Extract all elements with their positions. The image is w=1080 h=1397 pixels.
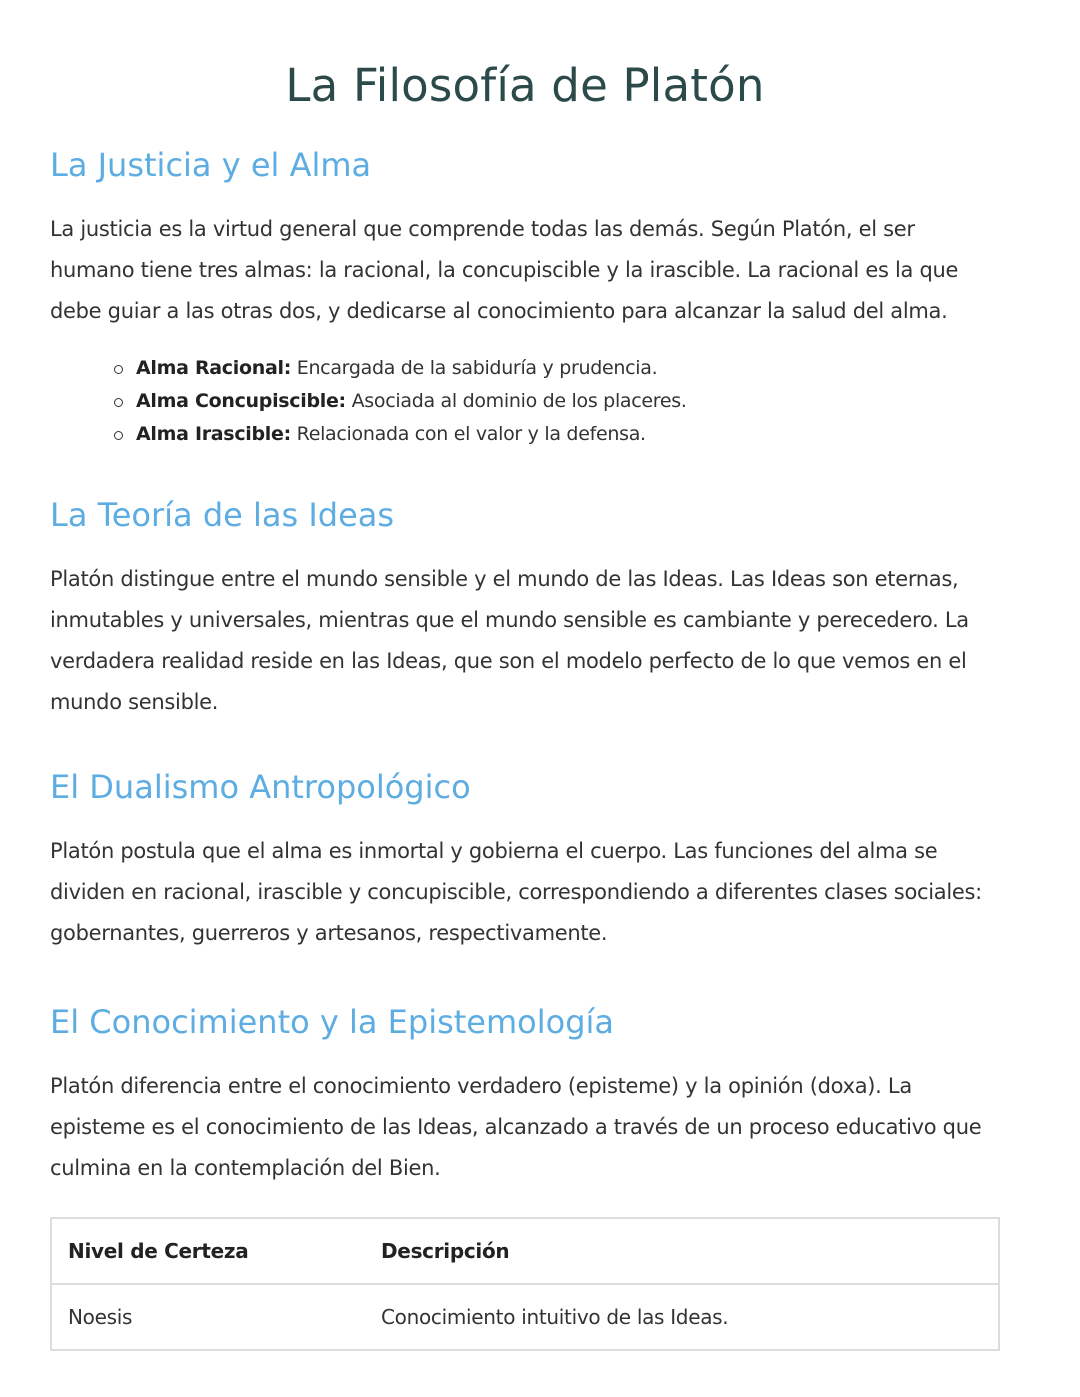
circle-bullet-icon <box>114 431 123 440</box>
list-item <box>136 385 1000 418</box>
section-justicia-alma <box>50 143 1000 451</box>
section-conocimiento <box>50 1000 1000 1351</box>
section-heading: La Teoría de las Ideas <box>50 496 395 534</box>
section-heading: El Dualismo Antropológico <box>50 768 471 806</box>
list-item-term: Alma Concupiscible: <box>136 390 346 412</box>
circle-bullet-icon <box>114 365 123 374</box>
section-paragraph: Platón postula que el alma es inmortal y gobierna el cuerpo. Las funciones del alma se dividen en racional, irascible y concupiscible, correspondiendo a diferentes clases sociales: gobernantes, guerreros y artesanos, respectivamente. <box>50 839 982 945</box>
section-dualismo <box>50 765 1000 954</box>
page-title: La Filosofía de Platón <box>285 59 765 112</box>
list-item-text: Encargada de la sabiduría y prudencia. <box>291 357 658 379</box>
section-paragraph: Platón distingue entre el mundo sensible y el mundo de las Ideas. Las Ideas son eternas, inmutables y universales, mientras que el mundo sensible es cambiante y perecedero. La verdadera realidad reside en las Ideas, que son el modelo perfecto de lo que vemos en el mundo sensible. <box>50 567 969 714</box>
list-item-text: Asociada al dominio de los placeres. <box>345 390 687 412</box>
list-item-term: Alma Racional: <box>136 357 291 379</box>
section-heading: La Justicia y el Alma <box>50 146 372 184</box>
table-header-cell: Descripción <box>365 1218 999 1284</box>
section-teoria-ideas <box>50 493 1000 723</box>
section-heading: El Conocimiento y la Epistemología <box>50 1003 615 1041</box>
table-cell: Conocimiento intuitivo de las Ideas. <box>381 1305 729 1329</box>
list-item <box>136 352 1000 385</box>
section-paragraph: Platón diferencia entre el conocimiento verdadero (episteme) y la opinión (doxa). La episteme es el conocimiento de las Ideas, alcanzado a través de un proceso educativo que culmina en la contemplación del Bien. <box>50 1074 982 1180</box>
table-header-row <box>51 1218 999 1284</box>
section-paragraph: La justicia es la virtud general que comprende todas las demás. Según Platón, el ser humano tiene tres almas: la racional, la concupiscible y la irascible. La racional es la que debe guiar a las otras dos, y dedicarse al conocimiento para alcanzar la salud del alma. <box>50 217 959 323</box>
souls-list <box>50 352 1000 451</box>
circle-bullet-icon <box>114 398 123 407</box>
table-row <box>51 1284 999 1350</box>
certainty-levels-table <box>50 1217 1000 1351</box>
table-header-cell: Nivel de Certeza <box>51 1218 365 1284</box>
list-item <box>136 418 1000 451</box>
list-item-text: Relacionada con el valor y la defensa. <box>290 423 646 445</box>
table-cell: Noesis <box>68 1305 133 1329</box>
list-item-term: Alma Irascible: <box>136 423 291 445</box>
